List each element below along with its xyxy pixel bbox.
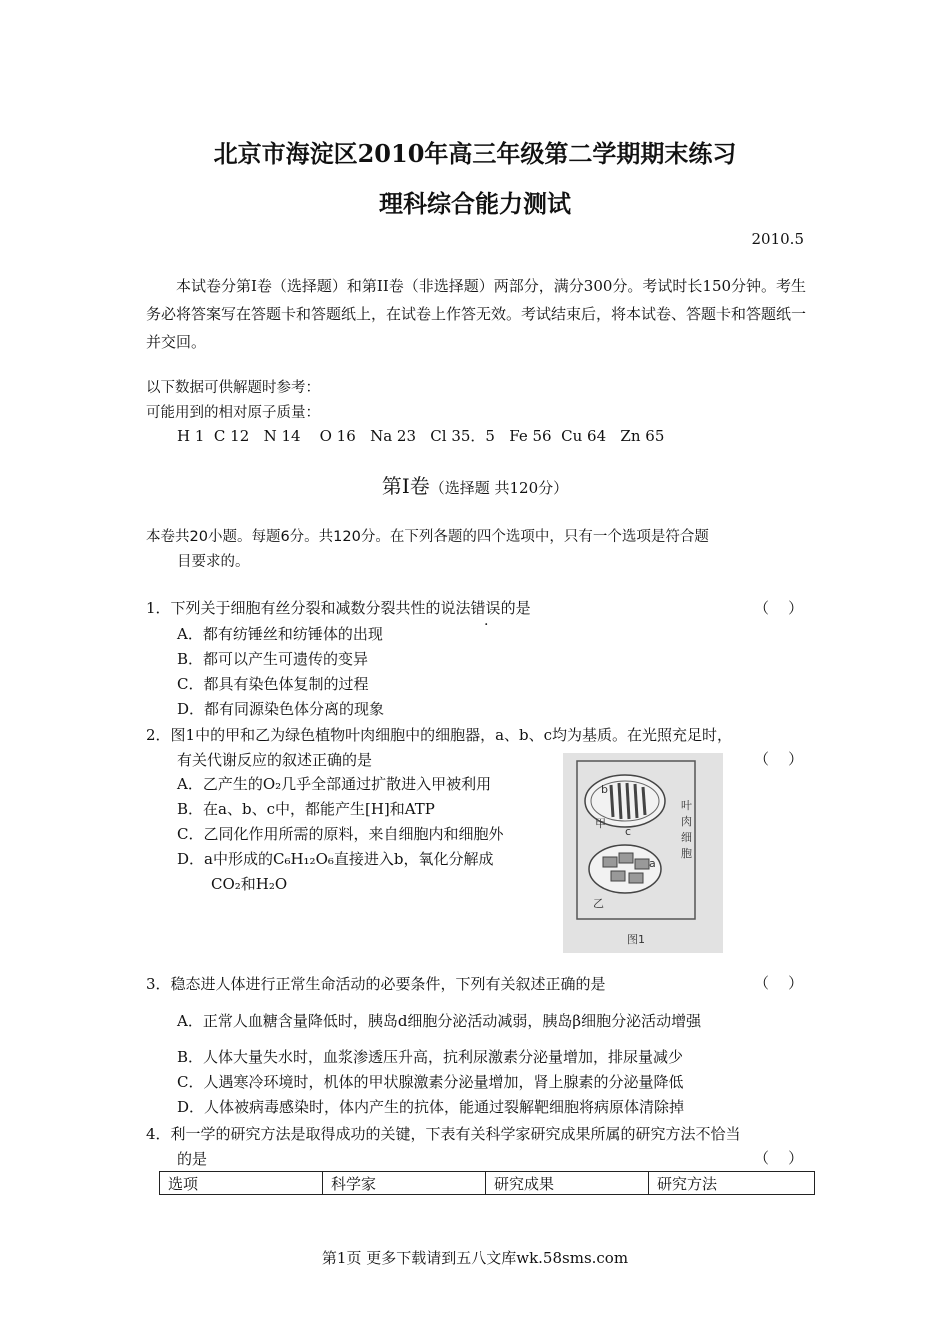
page-title: 北京市海淀区2010年高三年级第二学期期末练习 — [213, 139, 737, 168]
section-heading — [0, 470, 950, 499]
intro-paragraph: 本试卷分第I卷（选择题）和第II卷（非选择题）两部分，满分300分。考试时长150分钟。考生务必将答案写在答题卡和答题纸上，在试卷上作答无效。考试结束后，将本试卷、答题卡和答题纸一并交回。 — [146, 277, 807, 351]
q3-option-d: D．人体被病毒感染时，体内产生的抗体，能通过裂解靶细胞将病原体清除掉 — [177, 1098, 685, 1116]
question-4-stem-line2: 的是 — [177, 1150, 208, 1168]
section-note: （选择题 共120分） — [429, 479, 569, 497]
granum — [603, 857, 617, 867]
q2-answer-paren: （ ） — [754, 750, 804, 768]
q1-option-a: A．都有纺锤丝和纺锤体的出现 — [177, 625, 383, 643]
figure-1-drawing — [563, 753, 723, 953]
q1-stem-part-a: 1．下列关于细胞有丝分裂和减数分裂共性的说法 — [146, 599, 471, 617]
question-1-stem — [146, 595, 531, 621]
granum — [619, 853, 633, 863]
q3-answer-paren: （ ） — [754, 974, 804, 992]
fig-side-label-1: 叶 — [681, 799, 692, 812]
figure-1-organelles — [563, 753, 723, 953]
fig-label-a: a — [649, 857, 656, 870]
q3-option-c: C．人遇寒冷环境时，机体的甲状腺激素分泌量增加，肾上腺素的分泌量降低 — [177, 1073, 684, 1091]
q4-answer-paren: （ ） — [754, 1149, 804, 1167]
q4-table — [159, 1171, 815, 1195]
figure-caption: 图1 — [627, 933, 645, 946]
q2-option-a: A．乙产生的O₂几乎全部通过扩散进入甲被利用 — [177, 775, 492, 793]
q1-option-d: D．都有同源染色体分离的现象 — [177, 700, 385, 718]
exam-date: 2010.5 — [751, 230, 804, 248]
question-2-stem-line1: 2．图1中的甲和乙为绿色植物叶肉细胞中的细胞器，a、b、c均为基质。在光照充足时， — [146, 726, 733, 744]
crista-line — [627, 783, 629, 819]
table-header-cell: 研究成果 — [486, 1172, 649, 1195]
atomic-mass-heading: 可能用到的相对原子质量： — [146, 405, 320, 421]
crista-line — [635, 784, 637, 818]
granum — [629, 873, 643, 883]
table-header-cell: 研究方法 — [649, 1172, 815, 1195]
q2-option-b: B．在a、b、c中，都能产生[H]和ATP — [177, 800, 435, 818]
crista-line — [611, 785, 613, 817]
q1-answer-paren: （ ） — [754, 599, 804, 617]
crista-line — [619, 783, 621, 819]
section-instructions-line1: 本卷共20小题。每题6分。共120分。在下列各题的四个选项中，只有一个选项是符合题 — [146, 529, 709, 545]
q3-option-a: A．正常人血糖含量降低时，胰岛d细胞分泌活动减弱，胰岛β细胞分泌活动增强 — [177, 1012, 702, 1030]
granum — [611, 871, 625, 881]
fig-side-label-4: 胞 — [681, 847, 692, 860]
fig-side-label-2: 肉 — [681, 815, 692, 828]
question-2-stem-line2: 有关代谢反应的叙述正确的是 — [177, 751, 373, 769]
q2-option-d: D．a中形成的C₆H₁₂O₆直接进入b，氧化分解成 — [177, 850, 494, 868]
page-subtitle: 理科综合能力测试 — [379, 189, 571, 218]
crista-line — [643, 787, 645, 815]
granum — [635, 859, 649, 869]
q2-option-c: C．乙同化作用所需的原料，来自细胞内和细胞外 — [177, 825, 504, 843]
table-header-cell: 科学家 — [323, 1172, 486, 1195]
q3-option-b: B．人体大量失水时，血浆渗透压升高，抗利尿激素分泌量增加，排尿量减少 — [177, 1048, 684, 1066]
q1-stem-emphasis: 错误 — [470, 599, 501, 617]
atomic-masses: H 1 C 12 N 14 O 16 Na 23 Cl 35．5 Fe 56 Cu 64 Zn 65 — [177, 427, 665, 445]
q2-option-d-cont: CO₂和H₂O — [211, 875, 288, 893]
section-title: 第I卷 — [381, 474, 430, 498]
fig-label-jia: 甲 — [595, 817, 606, 830]
section-instructions-line2: 目要求的。 — [177, 554, 250, 570]
q1-option-b: B．都可以产生可遗传的变异 — [177, 650, 369, 668]
q1-stem-part-b: 的是 — [500, 599, 531, 617]
reference-heading: 以下数据可供解题时参考： — [146, 380, 320, 396]
fig-side-label-3: 细 — [681, 831, 692, 844]
page-footer: 第1页 更多下载请到五八文库wk.58sms.com — [321, 1249, 629, 1267]
question-3-stem: 3．稳态进人体进行正常生命活动的必要条件，下列有关叙述正确的是 — [146, 975, 606, 993]
fig-label-b: b — [601, 783, 608, 796]
question-4-stem-line1: 4．利一学的研究方法是取得成功的关键，下表有关科学家研究成果所属的研究方法不恰当 — [146, 1125, 741, 1143]
table-row — [160, 1172, 815, 1195]
table-header-cell: 选项 — [160, 1172, 323, 1195]
q1-option-c: C．都具有染色体复制的过程 — [177, 675, 369, 693]
fig-label-yi: 乙 — [593, 897, 604, 910]
fig-label-c: c — [625, 825, 632, 838]
